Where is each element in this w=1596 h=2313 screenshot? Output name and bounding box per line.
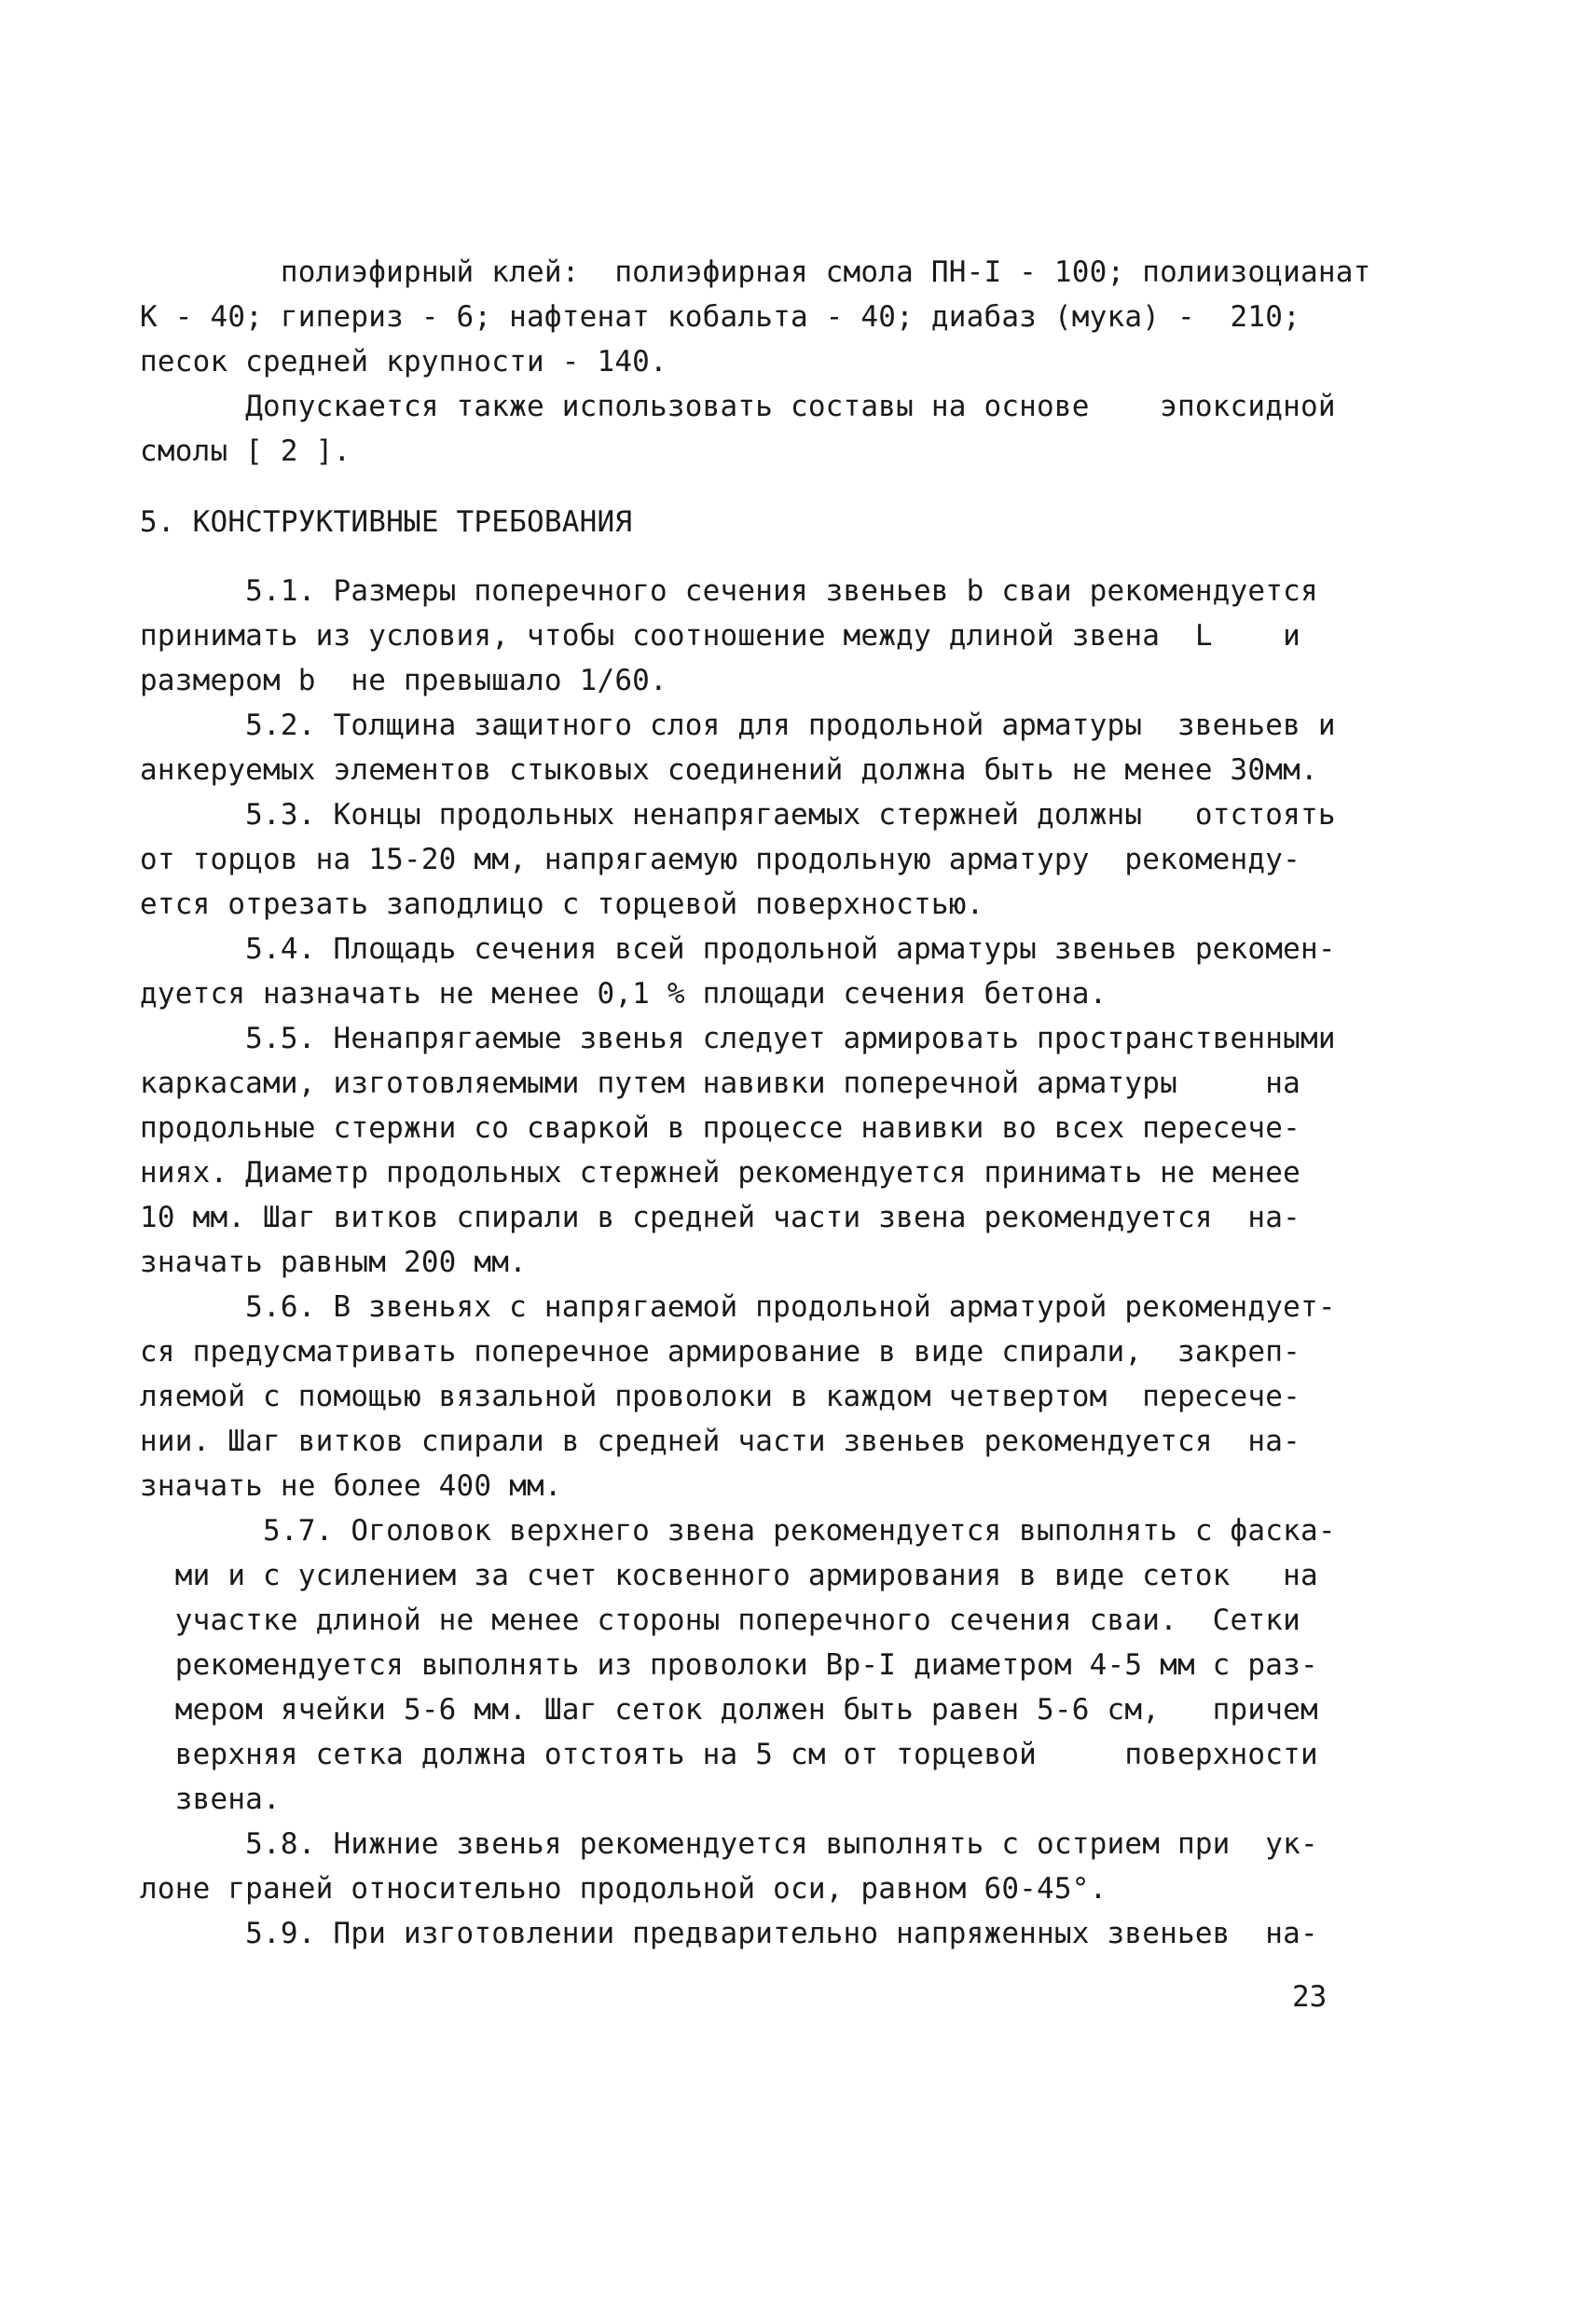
paragraph-line: 5.1. Размеры поперечного сечения звеньев b сваи рекомендуется: [140, 574, 1318, 608]
section-heading: 5. КОНСТРУКТИВНЫЕ ТРЕБОВАНИЯ: [140, 505, 633, 539]
paragraph-line: звена.: [140, 1783, 281, 1816]
paragraph-line: рекомендуется выполнять из проволоки Вр-I диаметром 4-5 мм с раз-: [140, 1648, 1318, 1682]
paragraph-line: каркасами, изготовляемыми путем навивки поперечной арматуры на: [140, 1067, 1300, 1100]
paragraph-line: ется отрезать заподлицо с торцевой поверхностью.: [140, 888, 984, 921]
paragraph-line: ляемой с помощью вязальной проволоки в каждом четвертом пересече-: [140, 1380, 1300, 1413]
paragraph-line: дуется назначать не менее 0,1 % площади сечения бетона.: [140, 977, 1108, 1011]
intro-line: смолы [ 2 ].: [140, 434, 351, 468]
paragraph-line: участке длиной не менее стороны поперечного сечения сваи. Сетки: [140, 1604, 1300, 1637]
paragraph-line: от торцов на 15-20 мм, напрягаемую продольную арматуру рекоменду-: [140, 843, 1300, 876]
paragraph-line: нии. Шаг витков спирали в средней части звеньев рекомендуется на-: [140, 1425, 1300, 1458]
paragraph-line: значать не более 400 мм.: [140, 1469, 562, 1503]
intro-line: песок средней крупности - 140.: [140, 345, 667, 379]
paragraph-line: 5.4. Площадь сечения всей продольной арматуры звеньев рекомен-: [140, 932, 1336, 966]
paragraph-line: лоне граней относительно продольной оси, равном 60-45°.: [140, 1872, 1108, 1906]
paragraph-line: ся предусматривать поперечное армирование в виде спирали, закреп-: [140, 1335, 1300, 1369]
paragraph-line: принимать из условия, чтобы соотношение между длиной звена L и: [140, 619, 1300, 653]
paragraph-line: 5.5. Ненапрягаемые звенья следует армировать пространственными: [140, 1022, 1336, 1055]
intro-line: Допускается также использовать составы на основе эпоксидной: [140, 390, 1336, 423]
paragraph-line: верхняя сетка должна отстоять на 5 см от торцевой поверхности: [140, 1738, 1318, 1771]
paragraph-line: 5.7. Оголовок верхнего звена рекомендуется выполнять с фаска-: [140, 1514, 1336, 1548]
paragraph-line: продольные стержни со сваркой в процессе навивки во всех пересече-: [140, 1111, 1300, 1145]
paragraph-line: размером b не превышало 1/60.: [140, 664, 667, 697]
paragraph-line: мером ячейки 5-6 мм. Шаг сеток должен быть равен 5-6 см, причем: [140, 1693, 1318, 1727]
intro-line: К - 40; гипериз - 6; нафтенат кобальта - 40; диабаз (мука) - 210;: [140, 300, 1300, 334]
paragraph-line: 10 мм. Шаг витков спирали в средней части звена рекомендуется на-: [140, 1201, 1300, 1234]
paragraph-line: 5.2. Толщина защитного слоя для продольной арматуры звеньев и: [140, 709, 1336, 742]
paragraph-line: значать равным 200 мм.: [140, 1246, 527, 1279]
paragraph-line: анкеруемых элементов стыковых соединений должна быть не менее 30мм.: [140, 753, 1318, 787]
paragraph-line: 5.9. При изготовлении предварительно напряженных звеньев на-: [140, 1917, 1318, 1950]
paragraph-line: ниях. Диаметр продольных стержней рекомендуется принимать не менее: [140, 1156, 1300, 1190]
intro-line: полиэфирный клей: полиэфирная смола ПН-I - 100; полиизоцианат: [140, 255, 1371, 289]
paragraph-line: 5.8. Нижние звенья рекомендуется выполнять с острием при ук-: [140, 1827, 1318, 1861]
page-text: [140, 250, 1371, 1956]
paragraph-line: 5.6. В звеньях с напрягаемой продольной арматурой рекомендует-: [140, 1290, 1336, 1324]
paragraph-line: ми и с усилением за счет косвенного армирования в виде сеток на: [140, 1559, 1318, 1592]
paragraph-line: 5.3. Концы продольных ненапрягаемых стержней должны отстоять: [140, 798, 1336, 832]
page-number: 23: [1292, 1980, 1328, 2014]
